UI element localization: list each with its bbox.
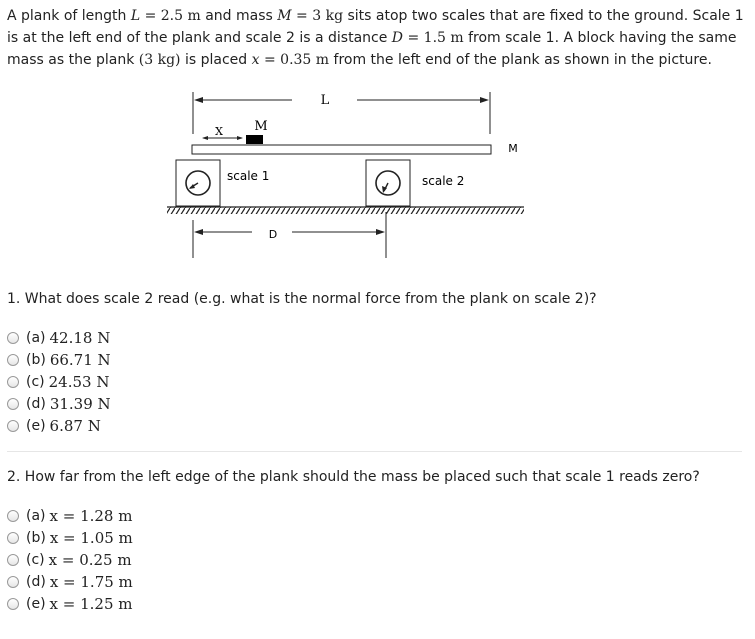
q1-option-d[interactable]: (d) 31.39 N (7, 393, 111, 415)
ground (167, 207, 524, 214)
radio-button[interactable] (7, 376, 19, 388)
q2-option-e[interactable]: (e) x = 1.25 m (7, 593, 133, 615)
scale-2 (366, 160, 410, 206)
radio-button[interactable] (7, 510, 19, 522)
q1-option-e[interactable]: (e) 6.87 N (7, 415, 101, 437)
radio-button[interactable] (7, 598, 19, 610)
label-scale-1: scale 1 (227, 169, 270, 183)
label-M-plank: M (508, 142, 518, 155)
divider (7, 451, 742, 452)
d-dimension (193, 212, 386, 258)
question-1: 1. What does scale 2 read (e.g. what is the normal force from the plank on scale 2)? (7, 291, 597, 307)
symbol-M: M (277, 8, 292, 24)
label-X: X (215, 125, 223, 138)
q2-option-d[interactable]: (d) x = 1.75 m (7, 571, 133, 593)
radio-button[interactable] (7, 398, 19, 410)
length-dimension (193, 92, 490, 134)
radio-button[interactable] (7, 554, 19, 566)
q2-option-c[interactable]: (c) x = 0.25 m (7, 549, 132, 571)
q2-option-b[interactable]: (b) x = 1.05 m (7, 527, 133, 549)
x-dimension (202, 125, 243, 140)
symbol-x: x (251, 52, 260, 68)
radio-button[interactable] (7, 354, 19, 366)
question-2: 2. How far from the left edge of the plank should the mass be placed such that scale 1 reads zero? (7, 469, 700, 485)
label-L: L (320, 93, 330, 108)
q1-option-c[interactable]: (c) 24.53 N (7, 371, 109, 393)
label-D: D (268, 228, 278, 241)
label-scale-2: scale 2 (422, 174, 465, 188)
q1-option-a[interactable]: (a) 42.18 N (7, 327, 110, 349)
symbol-D: D (391, 30, 404, 46)
label-M-block: M (254, 119, 268, 134)
problem-statement: A plank of length L = 2.5 m and mass M = 3 kg sits atop two scales that are fixed to the ground. Scale 1 is at the left end of the plank and scale 2 is a distance D = 1.5 m from scale 1. A block having the same mass as the plank (3 kg) is placed x = 0.35 m from the left end of the plank as shown in the picture. (7, 8, 744, 68)
q1-option-b[interactable]: (b) 66.71 N (7, 349, 111, 371)
plank-diagram (0, 0, 755, 300)
symbol-L: L (130, 8, 141, 24)
radio-button[interactable] (7, 532, 19, 544)
radio-button[interactable] (7, 420, 19, 432)
q2-option-a[interactable]: (a) x = 1.28 m (7, 505, 132, 527)
scale-1 (176, 160, 220, 206)
radio-button[interactable] (7, 332, 19, 344)
radio-button[interactable] (7, 576, 19, 588)
block-mass (246, 135, 263, 144)
plank (192, 145, 491, 154)
